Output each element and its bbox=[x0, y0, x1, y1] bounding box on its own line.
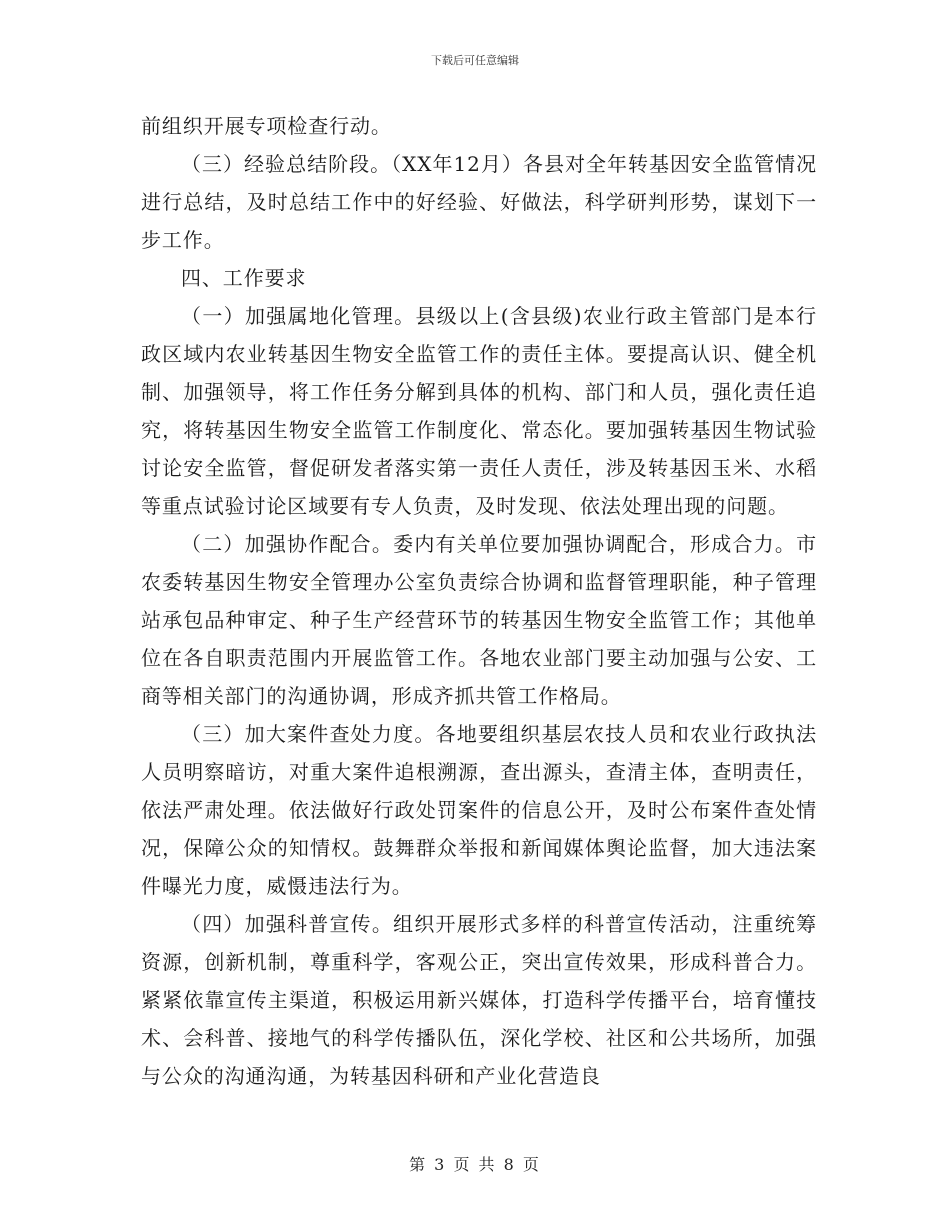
section-heading-work-requirements: 四、工作要求 bbox=[181, 266, 307, 290]
paragraph-science-popularization: （四）加强科普宣传。组织开展形式多样的科普宣传活动，注重统筹资源，创新机制，尊重科学，客观公正，突出宣传效果，形成科普合力。紧紧依靠宣传主渠道，积极运用新兴媒体，打造科学传播平台，培育懂技术、会科普、接地气的科学传播队伍，深化学校、社区和公共场所，加强与公众的沟通沟通，为转基因科研和产业化营造良 bbox=[141, 912, 817, 1088]
paragraph-coordination: （二）加强协作配合。委内有关单位要加强协调配合，形成合力。市农委转基因生物安全管理办公室负责综合协调和监督管理职能，种子管理站承包品种审定、种子生产经营环节的转基因生物安全监管工作；其他单位在各自职责范围内开展监管工作。各地农业部门要主动加强与公安、工商等相关部门的沟通协调，形成齐抓共管工作格局。 bbox=[141, 532, 817, 708]
paragraph-territorial-management: （一）加强属地化管理。县级以上(含县级)农业行政主管部门是本行政区域内农业转基因生物安全监管工作的责任主体。要提高认识、健全机制、加强领导，将工作任务分解到具体的机构、部门和人员，强化责任追究，将转基因生物安全监管工作制度化、常态化。要加强转基因生物试验讨论安全监管，督促研发者落实第一责任人责任，涉及转基因玉米、水稻等重点试验讨论区域要有专人负责，及时发现、依法处理出现的问题。 bbox=[141, 304, 817, 518]
paragraph-continuation: 前组织开展专项检查行动。 bbox=[141, 114, 392, 138]
document-body bbox=[141, 107, 817, 1095]
page-header-note: 下载后可任意编辑 bbox=[431, 54, 519, 67]
paragraph-summary-stage: （三）经验总结阶段。（XX年12月）各县对全年转基因安全监管情况进行总结，及时总结工作中的好经验、好做法，科学研判形势，谋划下一步工作。 bbox=[141, 152, 817, 252]
paragraph-case-investigation: （三）加大案件查处力度。各地要组织基层农技人员和农业行政执法人员明察暗访，对重大案件追根溯源，查出源头，查清主体，查明责任，依法严肃处理。依法做好行政处罚案件的信息公开，及时公布案件查处情况，保障公众的知情权。鼓舞群众举报和新闻媒体舆论监督，加大违法案件曝光力度，威慑违法行为。 bbox=[141, 722, 817, 898]
page-number-footer: 第 3 页 共 8 页 bbox=[409, 1155, 541, 1174]
